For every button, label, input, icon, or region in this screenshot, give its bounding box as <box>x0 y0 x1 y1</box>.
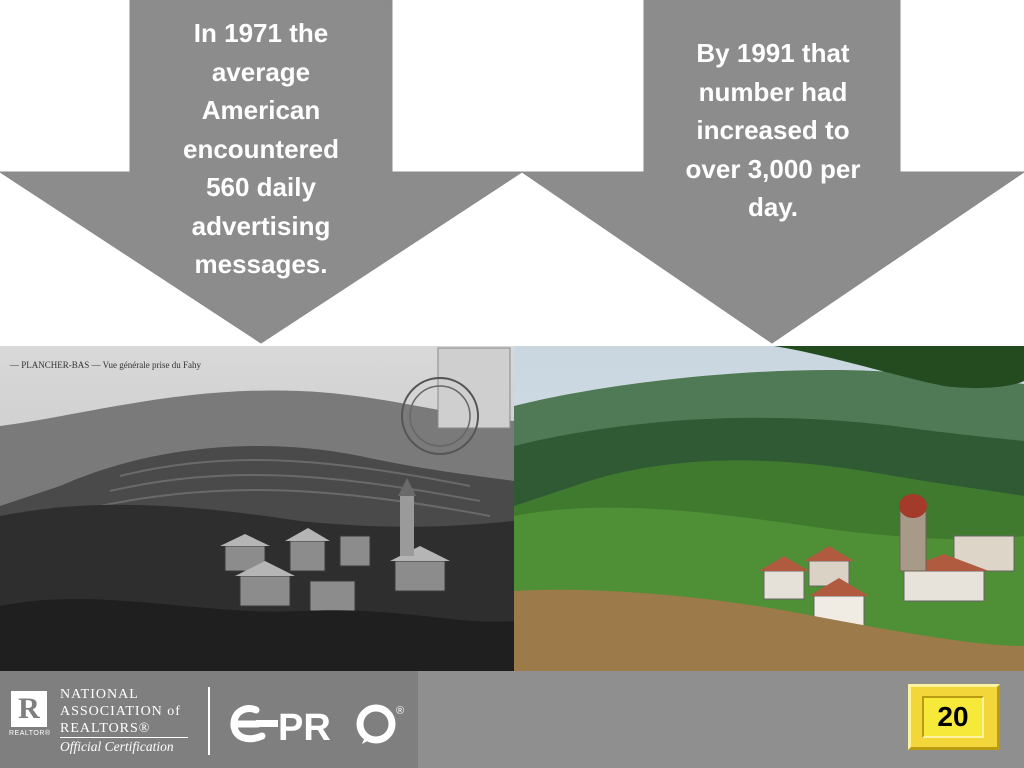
svg-text:®: ® <box>396 705 405 717</box>
arrow-left-text: In 1971 the average American encountered 560 daily advertising messages. <box>182 18 340 279</box>
page-number: 20 <box>937 701 969 732</box>
postcard-caption: — PLANCHER-BAS — Vue générale prise du Fahy <box>10 360 202 370</box>
old-village-photo <box>0 346 514 671</box>
arrow-right-text: By 1991 that number had increased to over 3,000 per day. <box>685 38 861 222</box>
official-certification-label: Official Certification <box>60 739 174 754</box>
epro-logo <box>228 700 410 748</box>
svg-text:PR: PR <box>278 707 331 748</box>
vertical-divider <box>208 687 210 755</box>
footer-bar <box>0 671 1024 768</box>
page-number-badge <box>908 684 1000 750</box>
realtor-r-logo: R REALTOR® <box>9 692 51 737</box>
nar-name: NATIONAL ASSOCIATION of REALTORS® <box>60 687 181 736</box>
new-village-photo <box>514 346 1024 671</box>
nar-divider-line <box>60 737 188 738</box>
